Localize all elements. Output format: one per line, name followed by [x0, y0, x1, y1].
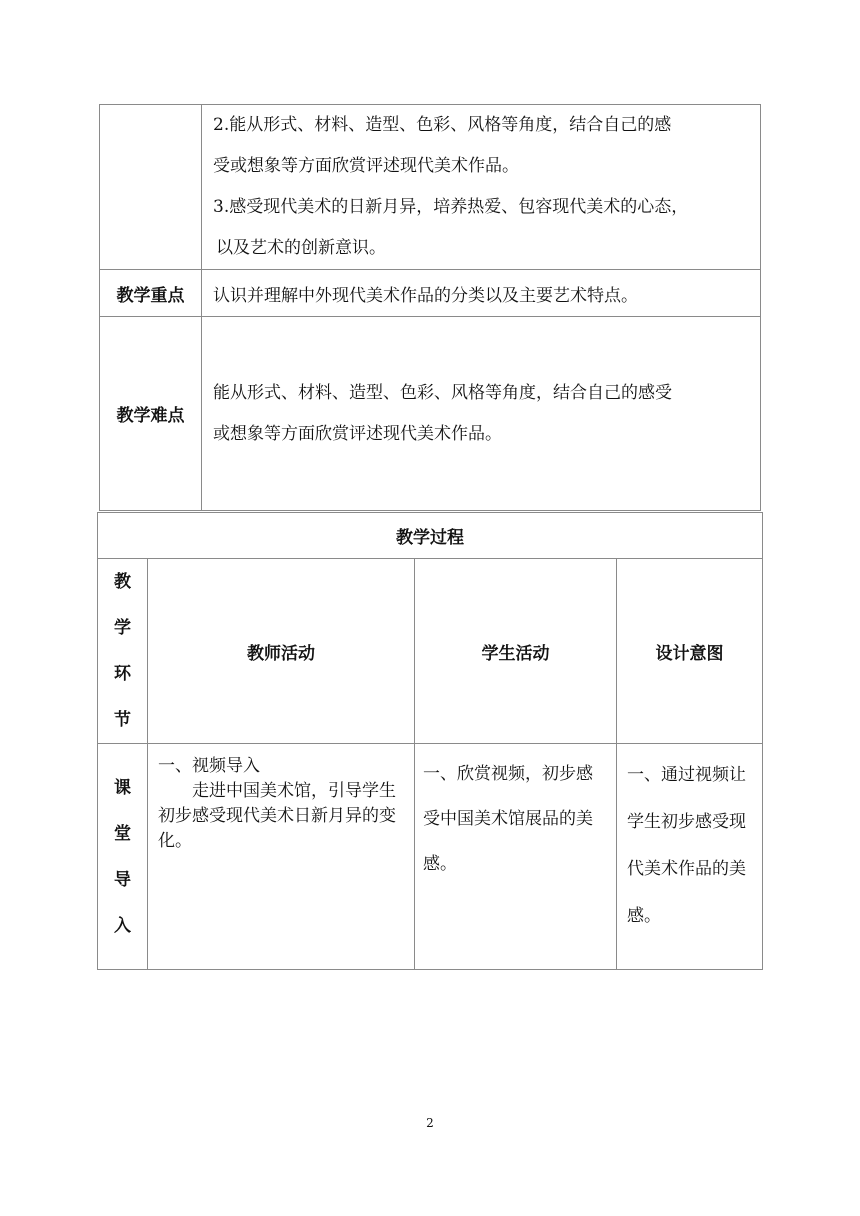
difficulties-row — [100, 317, 761, 511]
stage-char: 导 — [114, 869, 131, 890]
teacher-activity-cell — [148, 744, 415, 970]
design-intent-cell: 一、通过视频让学生初步感受现代美术作品的美感。 — [617, 744, 763, 970]
teacher-activity-header: 教师活动 — [148, 559, 415, 744]
teacher-activity-body: 走进中国美术馆，引导学生初步感受现代美术日新月异的变化。 — [158, 781, 396, 851]
stage-char: 堂 — [114, 823, 131, 844]
process-row — [98, 744, 763, 970]
key-points-label: 教学重点 — [100, 270, 202, 317]
difficulties-cell — [202, 317, 761, 511]
stage-cell — [98, 744, 148, 970]
design-intent-header: 设计意图 — [617, 559, 763, 744]
difficulties-line-2: 或想象等方面欣赏评述现代美术作品。 — [213, 423, 502, 444]
teacher-activity-heading: 一、视频导入 — [158, 756, 260, 776]
objectives-cell — [202, 105, 761, 270]
stage-char: 入 — [114, 915, 131, 936]
objective-2-line-2: 受或想象等方面欣赏评述现代美术作品。 — [213, 156, 519, 176]
objective-3-line-1: 3.感受现代美术的日新月异，培养热爱、包容现代美术的心态， — [213, 197, 689, 217]
objectives-row — [100, 105, 761, 270]
process-table — [97, 512, 763, 970]
objective-3-line-2: 以及艺术的创新意识。 — [216, 238, 386, 258]
objective-2-line-1: 2.能从形式、材料、造型、色彩、风格等角度，结合自己的感 — [213, 115, 672, 135]
page-number: 2 — [426, 1116, 434, 1130]
stage-char: 课 — [114, 777, 131, 798]
process-title-row — [98, 513, 763, 559]
objectives-label-cell — [100, 105, 202, 270]
difficulties-line-1: 能从形式、材料、造型、色彩、风格等角度，结合自己的感受 — [213, 382, 672, 403]
stage-header-char: 学 — [114, 618, 131, 638]
stage-header-char: 节 — [114, 710, 131, 730]
stage-header — [98, 559, 148, 744]
student-activity-cell: 一、欣赏视频，初步感受中国美术馆展品的美感。 — [415, 744, 617, 970]
key-points-text: 认识并理解中外现代美术作品的分类以及主要艺术特点。 — [202, 270, 761, 317]
stage-header-char: 教 — [114, 572, 131, 592]
process-title: 教学过程 — [98, 513, 763, 559]
key-points-row — [100, 270, 761, 317]
objectives-table — [99, 104, 761, 511]
difficulties-label: 教学难点 — [100, 317, 202, 511]
stage-header-char: 环 — [114, 664, 131, 684]
student-activity-header: 学生活动 — [415, 559, 617, 744]
process-header-row — [98, 559, 763, 744]
